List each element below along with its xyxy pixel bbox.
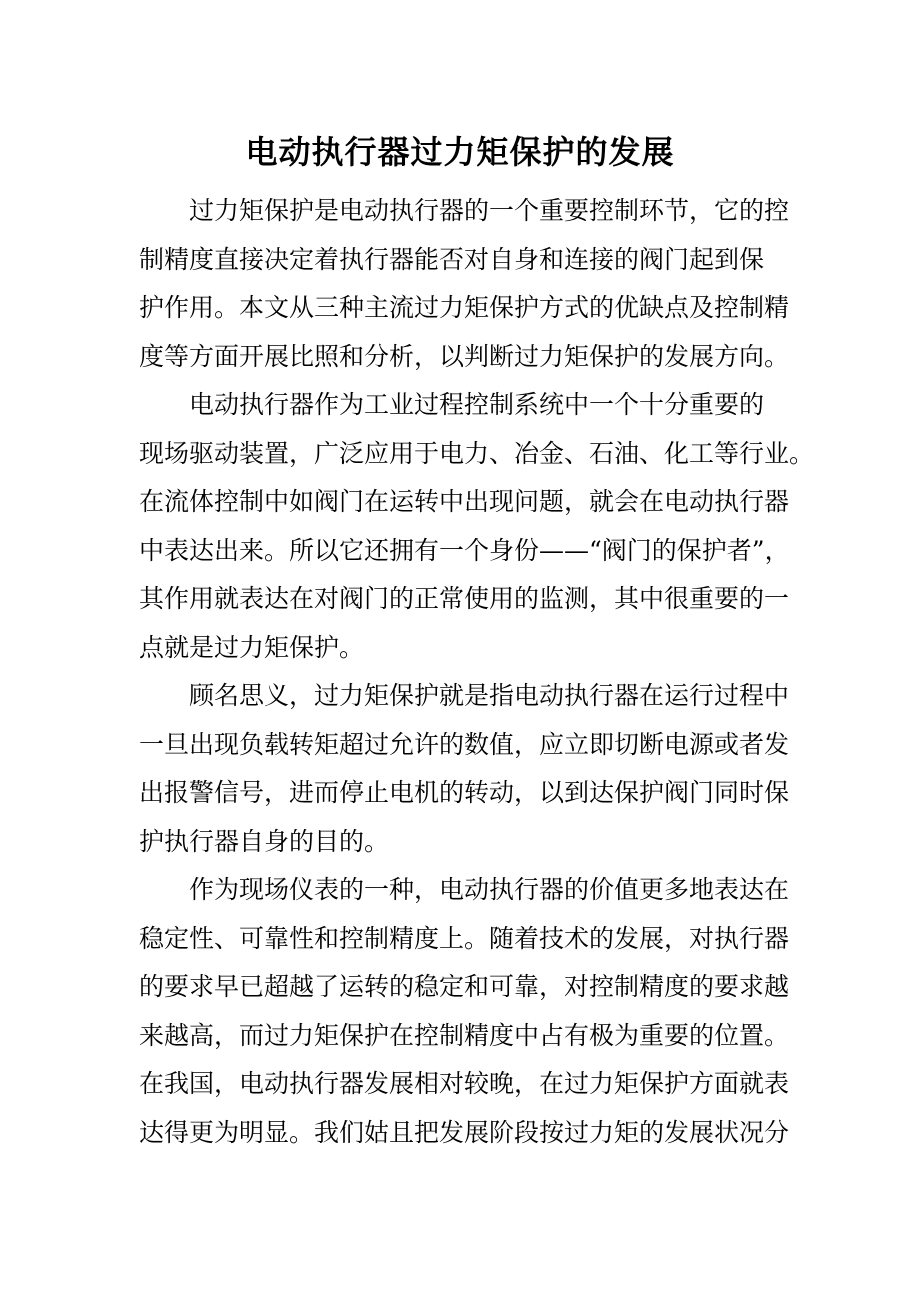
text-line: 护执行器自身的目的。 — [139, 826, 390, 856]
document-title: 电动执行器过力矩保护的发展 — [245, 133, 675, 171]
text-line: 其作用就表达在对阀门的正常使用的监测，其中很重要的一 — [139, 584, 790, 613]
text-line: 作为现场仪表的一种，电动执行器的价值更多地表达在 — [189, 875, 790, 904]
text-line: 一旦出现负载转矩超过允许的数值，应立即切断电源或者发 — [139, 729, 790, 759]
text-line: 在流体控制中如阀门在运转中出现问题，就会在电动执行器 — [139, 487, 790, 516]
text-line: 达得更为明显。我们姑且把发展阶段按过力矩的发展状况分 — [139, 1117, 790, 1147]
text-line: 中表达出来。所以它还拥有一个身份——“阀门的保护者”， — [139, 535, 790, 565]
text-line: 点就是过力矩保护。 — [139, 632, 365, 662]
text-line: 出报警信号，进而停止电机的转动，以到达保护阀门同时保 — [139, 778, 790, 807]
paragraph-3 — [139, 672, 789, 866]
paragraph-4 — [139, 866, 789, 1157]
text-line: 度等方面开展比照和分析，以判断过力矩保护的发展方向。 — [139, 341, 790, 371]
text-line: 过力矩保护是电动执行器的一个重要控制环节，它的控 — [189, 196, 790, 225]
text-line: 现场驱动装置，广泛应用于电力、冶金、石油、化工等行业。 — [139, 438, 815, 468]
document-body — [139, 187, 815, 1157]
text-line: 电动执行器作为工业过程控制系统中一个十分重要的 — [189, 390, 765, 419]
text-line: 护作用。本文从三种主流过力矩保护方式的优缺点及控制精 — [139, 293, 790, 322]
text-line: 制精度直接决定着执行器能否对自身和连接的阀门起到保 — [139, 244, 765, 274]
text-line: 来越高，而过力矩保护在控制精度中占有极为重要的位置。 — [139, 1020, 790, 1050]
text-line: 的要求早已超越了运转的稳定和可靠，对控制精度的要求越 — [139, 972, 790, 1001]
text-line: 顾名思义，过力矩保护就是指电动执行器在运行过程中 — [189, 681, 790, 710]
text-line: 稳定性、可靠性和控制精度上。随着技术的发展，对执行器 — [139, 923, 790, 953]
paragraph-1 — [139, 187, 789, 381]
paragraph-2 — [139, 381, 815, 672]
text-line: 在我国，电动执行器发展相对较晚，在过力矩保护方面就表 — [139, 1069, 790, 1098]
